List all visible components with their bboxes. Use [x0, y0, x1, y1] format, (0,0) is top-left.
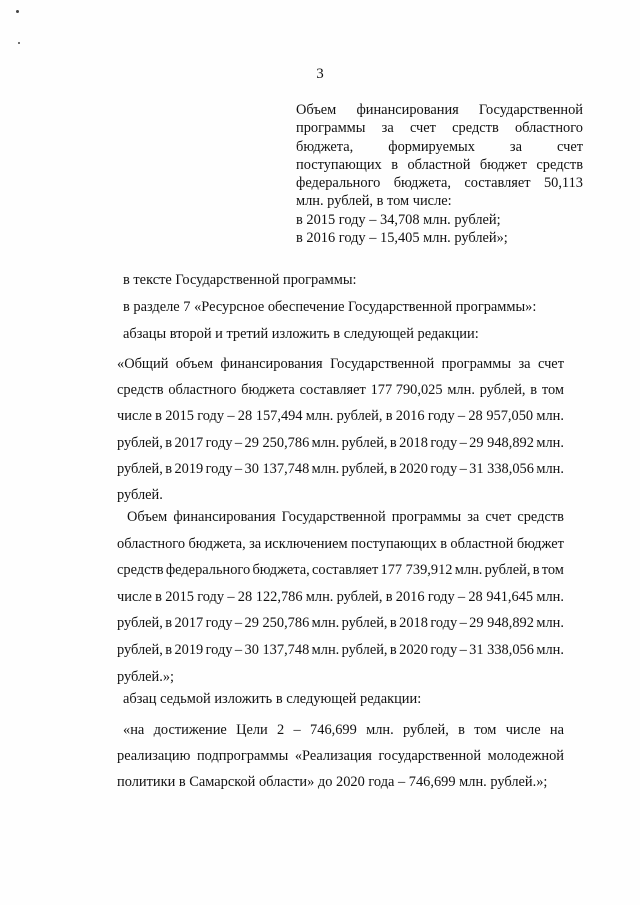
word: «Реализация	[294, 748, 372, 764]
text-line	[117, 377, 564, 403]
line-text: абзац седьмой изложить в следующей редакции:	[123, 691, 422, 707]
word: в	[385, 408, 393, 425]
word: Объем	[296, 102, 337, 118]
word: –	[234, 641, 243, 658]
word: 30 137,748	[244, 460, 310, 477]
word: за	[467, 509, 480, 525]
word: программы	[441, 356, 512, 372]
word: млн.	[536, 408, 564, 425]
text-line	[117, 610, 564, 637]
paragraph-total-funding-cont	[117, 377, 564, 508]
word: 50,113	[543, 175, 583, 192]
paragraph-text-intro	[123, 272, 357, 289]
funding-line	[296, 174, 583, 192]
word: году	[430, 434, 458, 451]
word: Объем	[127, 509, 168, 525]
funding-line	[296, 101, 583, 119]
word: году	[205, 460, 233, 477]
paragraph-section-ref	[123, 299, 536, 316]
word: молодежной	[487, 748, 564, 764]
line-text: в 2015 году – 34,708 млн. рублей;	[296, 211, 501, 228]
word: бюджета	[241, 382, 295, 398]
word: 30 137,748	[244, 641, 310, 658]
word: финансирования	[173, 509, 276, 525]
word: составляет	[464, 175, 531, 192]
text-line	[117, 504, 564, 531]
word: 28 157,494	[237, 408, 303, 425]
word: рублей.»;	[117, 668, 175, 685]
word: бюджета,	[252, 562, 310, 579]
word: –	[459, 615, 467, 632]
line-text: млн. рублей, в том числе:	[296, 193, 452, 210]
word: счет	[537, 356, 564, 372]
word: году	[427, 408, 455, 425]
word: млн.	[305, 588, 334, 605]
funding-line	[296, 192, 583, 210]
word: млн.	[536, 641, 564, 658]
word: 2020	[399, 641, 428, 658]
word: 28 122,786	[237, 588, 303, 605]
funding-line	[296, 156, 583, 174]
word: финансирования	[356, 102, 459, 118]
word: 2017	[174, 615, 204, 632]
word: рублей,	[341, 460, 388, 477]
word: на	[549, 722, 564, 738]
word: том	[541, 382, 564, 398]
word: в	[165, 460, 173, 477]
word: рублей,	[117, 615, 163, 632]
word: 31 338,056	[469, 641, 534, 658]
word: средств	[117, 562, 164, 579]
word: бюджета,	[296, 138, 354, 155]
text-line	[117, 637, 564, 664]
word: числе	[117, 408, 152, 425]
word: –	[459, 434, 467, 451]
word: 2016	[395, 408, 425, 425]
paragraph-instruction	[123, 326, 479, 343]
word: млн.	[311, 641, 340, 658]
word: 746,699	[310, 722, 357, 738]
word: –	[457, 588, 466, 605]
word: 2015	[165, 588, 194, 605]
text-line	[117, 584, 564, 611]
word: в	[155, 408, 162, 425]
word: млн.	[311, 615, 340, 632]
word: –	[459, 460, 467, 477]
text-line	[117, 664, 564, 691]
funding-line	[296, 211, 583, 229]
word: числе	[505, 722, 541, 738]
word: за	[509, 138, 522, 155]
paragraph-seventh-instruction	[123, 691, 421, 708]
text-line	[117, 430, 564, 456]
word: составляет	[311, 562, 379, 579]
word: рублей,	[341, 641, 388, 658]
word: млн.	[454, 562, 483, 579]
paragraph-goal-2	[117, 717, 564, 795]
funding-line	[296, 229, 583, 247]
word: том	[474, 722, 497, 738]
word: федерального	[296, 175, 381, 192]
word: 31 338,056	[469, 460, 534, 477]
word: рублей,	[484, 562, 531, 579]
word: млн.	[305, 408, 334, 425]
word: 29 948,892	[469, 615, 534, 632]
word: средств	[517, 509, 564, 525]
line-text: в тексте Государственной программы:	[123, 272, 357, 288]
word: 29 948,892	[469, 434, 534, 451]
word: достижение	[153, 722, 227, 738]
word: рублей,	[117, 434, 163, 451]
word: счет	[556, 138, 583, 155]
word: счет	[409, 120, 436, 137]
funding-summary-block	[296, 101, 583, 247]
text-line	[117, 743, 564, 769]
word: в	[155, 588, 162, 605]
word: средств	[536, 156, 583, 173]
word: областного	[514, 120, 583, 137]
word: областной	[450, 535, 514, 552]
word: в	[389, 434, 397, 451]
word: году	[205, 434, 233, 451]
line-text: в 2016 году – 15,405 млн. рублей»;	[296, 230, 508, 247]
text-line	[117, 531, 564, 558]
word: 2017	[174, 434, 204, 451]
paragraph-total-funding	[117, 351, 564, 377]
word: Государственной	[330, 356, 435, 372]
word: 29 250,786	[244, 615, 310, 632]
word: 28 957,050	[468, 408, 534, 425]
word: рублей,	[479, 382, 526, 398]
word: 2020	[399, 460, 428, 477]
word: рублей,	[341, 615, 388, 632]
word: 177 790,025	[370, 382, 443, 398]
word: поступающих	[351, 535, 437, 552]
word: счет	[485, 509, 512, 525]
word: в	[389, 460, 397, 477]
word: в	[440, 535, 447, 552]
word: рублей.	[117, 487, 163, 504]
word: в	[389, 615, 397, 632]
word: областного	[117, 535, 186, 552]
word: году	[205, 641, 233, 658]
word: млн.	[536, 460, 564, 477]
word: бюджета,	[188, 535, 246, 552]
word: реализацию	[117, 748, 191, 764]
word: подпрограммы	[196, 748, 289, 764]
word: программы	[391, 509, 462, 525]
word: составляет	[299, 382, 366, 398]
word: федерального	[165, 562, 251, 579]
text-line	[117, 456, 564, 482]
word: 2019	[174, 460, 204, 477]
text-line	[117, 351, 564, 377]
word: млн.	[536, 588, 564, 605]
word: том	[541, 562, 564, 579]
word: в	[385, 588, 393, 605]
word: году	[430, 641, 458, 658]
word: 29 250,786	[244, 434, 310, 451]
word: 2015	[165, 408, 194, 425]
word: за	[381, 120, 394, 137]
word: исключением	[264, 535, 348, 552]
word: году	[197, 588, 225, 605]
word: 2	[277, 722, 285, 738]
word: формируемых	[388, 138, 475, 155]
word: Цели	[236, 722, 268, 738]
word: году	[430, 460, 458, 477]
word: млн.	[311, 460, 340, 477]
text-line	[117, 557, 564, 584]
word: –	[457, 408, 466, 425]
word: –	[234, 615, 243, 632]
word: за	[249, 535, 262, 552]
word: –	[227, 588, 235, 605]
word: в	[532, 562, 540, 579]
word: «Общий	[117, 356, 169, 372]
word: году	[427, 588, 455, 605]
text-line	[117, 717, 564, 743]
word: –	[293, 722, 301, 738]
word: финансирования	[220, 356, 323, 372]
word: 2016	[395, 588, 425, 605]
word: в	[530, 382, 538, 398]
word: в	[391, 156, 398, 173]
word: млн.	[536, 615, 564, 632]
word: в	[458, 722, 465, 738]
word: –	[227, 408, 235, 425]
word: средств	[117, 382, 164, 398]
word: объем	[175, 356, 213, 372]
word: в	[165, 615, 173, 632]
word: бюджет	[516, 535, 564, 552]
word: поступающих	[296, 156, 382, 173]
line-text: абзацы второй и третий изложить в следующей редакции:	[123, 326, 479, 342]
word: в	[165, 434, 173, 451]
word: областной	[407, 156, 471, 173]
funding-line	[296, 119, 583, 137]
word: программы	[296, 120, 366, 137]
word: числе	[117, 588, 152, 605]
word: рублей,	[117, 460, 163, 477]
word: млн.	[447, 382, 475, 398]
scan-speck	[18, 42, 20, 44]
word: млн.	[536, 434, 564, 451]
scan-speck	[16, 10, 19, 13]
word: бюджет	[479, 156, 527, 173]
word: в	[165, 641, 173, 658]
word: 177 739,912	[380, 562, 453, 579]
word: 2018	[399, 434, 428, 451]
word: 2018	[399, 615, 428, 632]
word: году	[197, 408, 225, 425]
word: рублей,	[117, 641, 163, 658]
page-number: 3	[316, 66, 324, 82]
word: году	[205, 615, 233, 632]
word: «на	[123, 722, 145, 738]
word: –	[234, 434, 243, 451]
word: млн.	[311, 434, 340, 451]
word: Государственной	[281, 509, 386, 525]
line-text: в разделе 7 «Ресурсное обеспечение Государственной программы»:	[123, 299, 537, 315]
text-line	[117, 403, 564, 429]
word: Государственной	[478, 102, 583, 118]
word: рублей,	[341, 434, 388, 451]
word: рублей,	[336, 408, 383, 425]
word: рублей,	[336, 588, 383, 605]
word: 28 941,645	[468, 588, 534, 605]
paragraph-regional-funding	[117, 504, 564, 690]
word: государственной	[378, 748, 482, 764]
word: бюджета,	[393, 175, 451, 192]
word: млн.	[366, 722, 394, 738]
word: областного	[168, 382, 237, 398]
word: за	[518, 356, 531, 372]
word: году	[430, 615, 458, 632]
word: 2019	[174, 641, 204, 658]
text-line	[117, 769, 564, 795]
word: –	[459, 641, 467, 658]
word: в	[389, 641, 397, 658]
word: средств	[452, 120, 499, 137]
word: рублей,	[403, 722, 449, 738]
line-text: политики в Самарской области» до 2020 года – 746,699 млн. рублей.»;	[117, 774, 548, 790]
funding-line	[296, 138, 583, 156]
word: –	[234, 460, 243, 477]
